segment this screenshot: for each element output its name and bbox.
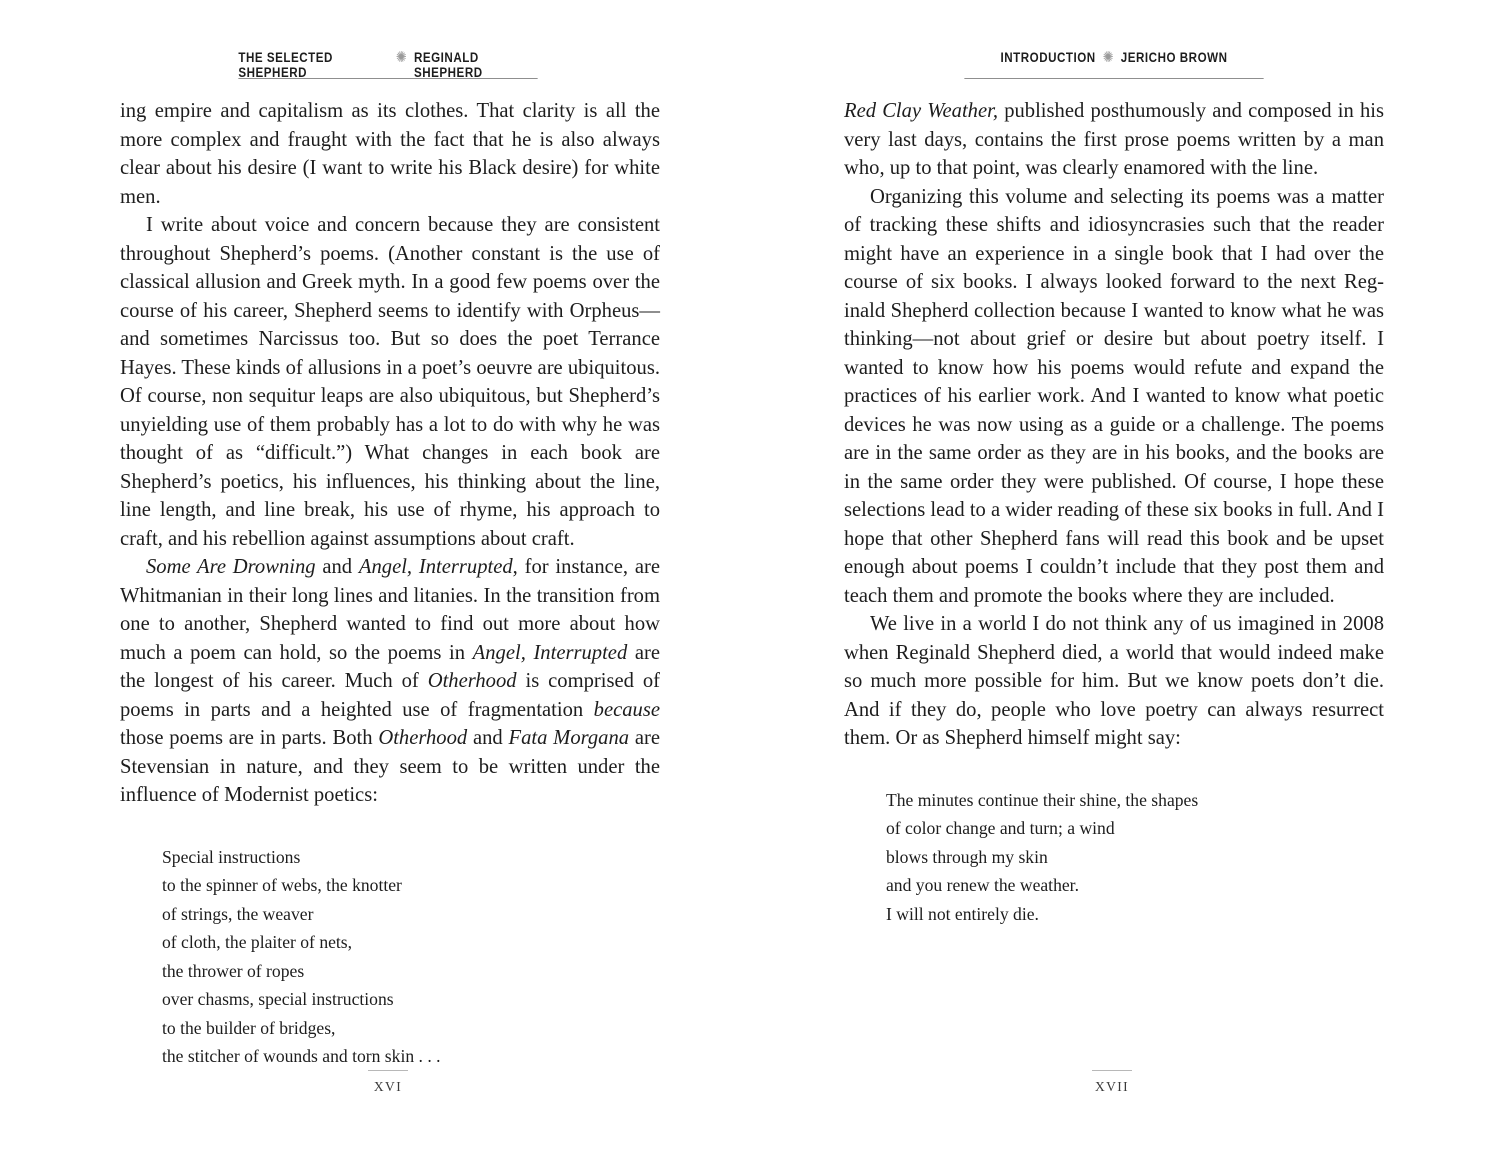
verse-line: The minutes continue their shine, the shapes	[886, 789, 1199, 810]
poem-excerpt	[162, 843, 660, 1071]
verse-line: of cloth, the plaiter of nets,	[162, 932, 353, 952]
verse-line: of color change and turn; a wind	[886, 818, 1115, 838]
verse-line: of strings, the weaver	[162, 903, 314, 924]
author-name: REGINALD SHEPHERD	[413, 50, 483, 80]
paragraph	[120, 97, 660, 211]
text-segment: is comprised of poems in parts and a heighted use of fragmentation	[120, 670, 660, 721]
right-page	[750, 0, 1500, 1159]
verse-line: the stitcher of wounds and torn skin . . .	[162, 1046, 441, 1066]
folio-rule	[368, 1070, 408, 1071]
paragraph	[120, 553, 660, 810]
text-segment: , for instance, are Whitmanian in their long lines and litanies. In the transition from one to another, Shepherd wanted to find out more about how much a poem can hold, so the poems in	[120, 556, 660, 664]
starburst-icon: ✺	[1102, 49, 1114, 66]
book-title-italic: Angel, Interrupted	[358, 556, 513, 578]
book-title: THE SELECTED SHEPHERD	[238, 50, 333, 80]
poem-excerpt	[886, 786, 1384, 929]
verse-line: and you renew the weather.	[886, 875, 1079, 895]
book-title-italic: Fata Morgana	[508, 727, 630, 749]
verse-line: the thrower of ropes	[162, 960, 305, 981]
text-segment: and	[315, 556, 359, 578]
paragraph	[844, 97, 1384, 183]
verse-line: blows through my skin	[886, 846, 1048, 867]
text-segment: are Stevensian in nature, and they seem to be written under the influence of Modernist poetics:	[120, 727, 660, 806]
page-number	[1092, 1070, 1132, 1095]
section-title: INTRODUCTION	[1000, 50, 1096, 65]
text-segment: Organizing this volume and selecting its poems was a matter of tracking these shifts and idiosyncrasies such that the reader might have an experience in a single book that I had over the course of six books. I always looked forward to the next Reginald Shepherd collection because I wanted to know what he was thinking—not about grief or desire but about poetry itself. I wanted to know how his poems would refute and expand the practices of his earlier work. And I wanted to know what poetic devices he was now using as a guide or a challenge. The poems are in the same order as they are in his books, and the books are in the same order they were published. Of course, I hope these selections lead to a wider reading of these six books in full. And I hope that other Shepherd fans will read this book and be upset enough about poems I couldn’t include that they post them and teach them and promote the books where they are included.	[844, 185, 1384, 607]
page-number-text: XVI	[373, 1079, 403, 1094]
page-number-text: XVII	[1094, 1079, 1130, 1094]
text-segment: those poems are in parts. Both	[120, 727, 379, 749]
text-segment: ing empire and capitalism as its clothes. That clarity is all the more complex and fraught with the fact that he is also always clear about his desire (I want to write his Black desire) for white men.	[120, 100, 660, 208]
folio-rule	[1092, 1070, 1132, 1071]
body-text	[120, 97, 660, 1071]
book-title-italic: Red Clay Weather,	[844, 100, 999, 122]
starburst-icon: ✺	[395, 49, 408, 66]
paragraph	[120, 211, 660, 553]
body-text	[844, 97, 1384, 928]
verse-line: to the spinner of webs, the knotter	[162, 875, 402, 895]
author-name: JERICHO BROWN	[1120, 50, 1228, 65]
paragraph	[844, 183, 1384, 611]
text-segment: published posthumously and composed in his very last days, contains the first prose poems written by a man who, up to that point, was clearly enamored with the line.	[844, 100, 1385, 179]
text-segment: are the longest of his career. Much of	[120, 641, 660, 692]
paragraph	[844, 610, 1384, 753]
text-segment: and	[467, 727, 509, 749]
book-title-italic: Some Are Drowning	[146, 556, 316, 578]
verse-line: I will not entirely die.	[886, 903, 1039, 924]
book-title-italic: Angel, Interrupted	[472, 641, 628, 664]
book-title-italic: Otherhood	[427, 670, 517, 692]
page-number	[368, 1070, 408, 1095]
book-title-italic: Otherhood	[378, 727, 468, 749]
emphasis-italic: because	[593, 698, 660, 721]
verse-line: to the builder of bridges,	[162, 1017, 336, 1038]
verse-line: over chasms, special instructions	[162, 989, 394, 1009]
verse-line: Special instructions	[162, 846, 301, 867]
text-segment: I write about voice and concern because they are consistent throughout Shepherd’s poems. (Another constant is the use of classical allusion and Greek myth. In a good few poems over the course of his career, Shepherd seems to identify with Orpheus—and sometimes Narcissus too. But so does the poet Terrance Hayes. These kinds of allusions in a poet’s oeuvre are ubiquitous. Of course, non sequitur leaps are also ubiquitous, but Shepherd’s unyielding use of them probably has a lot to do with why he was thought of as “difficult.”) What changes in each book are Shepherd’s poetics, his influences, his thinking about the line, line length, and line break, his use of rhyme, his approach to craft, and his rebellion against assumptions about craft.	[120, 214, 660, 550]
running-head	[238, 50, 537, 79]
text-segment: We live in a world I do not think any of us imagined in 2008 when Reginald Shepherd died, a world that would indeed make so much more possible for him. But we know poets don’t die. And if they do, people who love poetry can always resurrect them. Or as Shepherd himself might say:	[844, 613, 1384, 749]
running-head	[964, 50, 1263, 79]
